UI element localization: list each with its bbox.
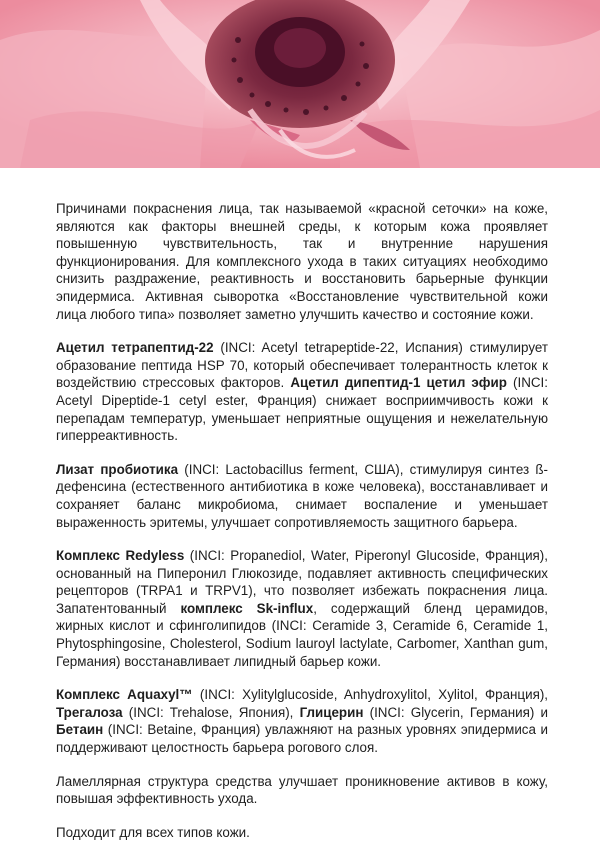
hero-flower-image	[0, 0, 600, 168]
ingredient-glycerin: Глицерин	[299, 704, 364, 720]
moisturizers-paragraph	[56, 686, 548, 756]
ingredient-redyless: Комплекс Redyless	[56, 548, 185, 564]
ingredient-acetyl-tetrapeptide: Ацетил тетрапептид-22	[56, 340, 214, 356]
probiotic-paragraph	[56, 461, 548, 531]
ingredient-aquaxyl: Комплекс Aquaxyl™	[56, 687, 193, 703]
peptides-paragraph	[56, 339, 548, 445]
ingredient-probiotic-lysate: Лизат пробиотика	[56, 461, 179, 477]
flower-illustration	[0, 0, 600, 168]
description-text	[56, 200, 548, 841]
ingredient-sk-influx: комплекс Sk-influx	[180, 600, 314, 616]
paragraph-text: (INCI: Lactobacillus ferment, США), стимулируя синтез ß-дефенсина (естественного антибиотика в коже человека), восстанавливает и сохраняет баланс микробиома, снимает воспаление и уменьшает выраженность эритемы, улучшает сопротивляемость защитного барьера.	[56, 461, 548, 530]
redyless-paragraph	[56, 547, 548, 670]
paragraph-text: , содержащий бленд церамидов, жирных кислот и сфинголипидов (INCI: Ceramide 3, Ceramide 6, Ceramide 1, Phytosphingosine, Cholesterol, Sodium lauroyl lactylate, Carbomer, Xanthan gum, Германия) восстанавливает липидный барьер кожи.	[56, 600, 548, 669]
paragraph-text: (INCI: Betaine, Франция) увлажняют на разных уровнях эпидермиса и поддерживают целостность барьера рогового слоя.	[56, 722, 548, 756]
paragraph-text: (INCI: Trehalose, Япония),	[122, 704, 300, 720]
paragraph-text: (INCI: Xylitylglucoside, Anhydroxylitol, Xylitol, Франция),	[192, 687, 549, 703]
structure-text: Ламеллярная структура средства улучшает проникновение активов в кожу, повышая эффективность ухода.	[56, 773, 548, 807]
paragraph-text: (INCI: Propanediol, Water, Piperonyl Glucoside, Франция), основанный на Пиперонил Глюкозиде, подавляет активность специфических рецепторов (TRPA1 и TRPV1), что позволяет избежать покраснения лица. Запатентованный	[56, 548, 548, 616]
intro-text: Причинами покраснения лица, так называемой «красной сеточки» на коже, являются как факторы внешней среды, к которым кожа проявляет повышенную чувствительность, так и внутренние нарушения функционирования. Для комплексного ухода в таких ситуациях необходимо снизить раздражение, реактивность и восстановить барьерные функции эпидермиса. Активная сыворотка «Восстановление чувствительной кожи лица любого типа» позволяет заметно улучшить качество и состояние кожи.	[56, 201, 548, 322]
structure-paragraph	[56, 773, 548, 808]
intro-paragraph	[56, 200, 548, 323]
skin-types-paragraph	[56, 824, 548, 841]
ingredient-betaine: Бетаин	[56, 722, 104, 738]
paragraph-text: (INCI: Acetyl tetrapeptide-22, Испания) стимулирует образование пептида HSP 70, который обеспечивает толерантность клеток к воздействию стрессовых факторов.	[56, 340, 548, 391]
paragraph-text: (INCI: Acetyl Dipeptide-1 cetyl ester, Франция) снижает восприимчивость кожи к перепадам температур, уменьшает неприятные ощущения и нежелательную гиперреактивность.	[56, 375, 548, 444]
paragraph-text: (INCI: Glycerin, Германия) и	[363, 704, 548, 720]
ingredient-trehalose: Трегалоза	[56, 704, 123, 720]
skin-types-text: Подходит для всех типов кожи.	[56, 824, 250, 840]
ingredient-acetyl-dipeptide: Ацетил дипептид-1 цетил эфир	[290, 375, 507, 391]
